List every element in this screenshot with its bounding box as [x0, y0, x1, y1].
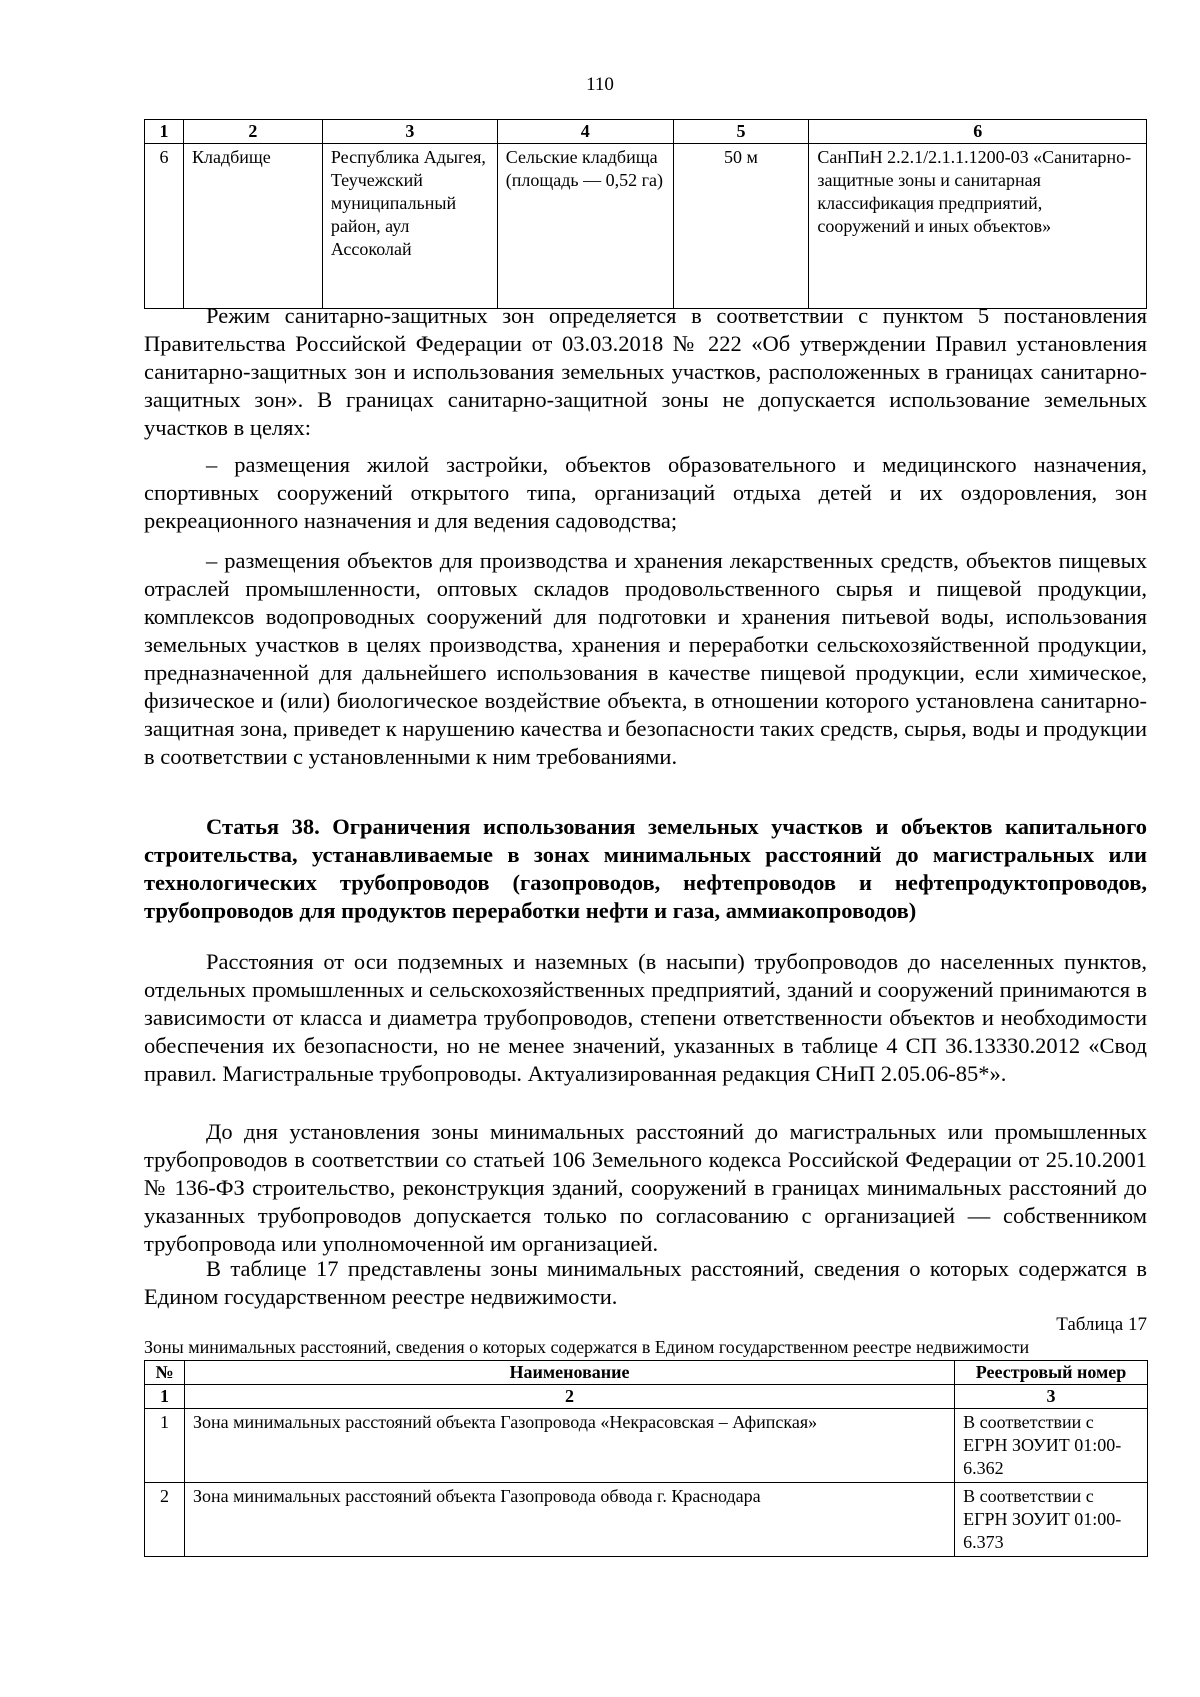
paragraph: [144, 302, 1147, 442]
table-header-row: [145, 120, 1147, 144]
table-caption: Зоны минимальных расстояний, сведения о которых содержатся в Едином государственном реестре недвижимости: [144, 1337, 1030, 1357]
table-label: Таблица 17: [1056, 1314, 1147, 1335]
paragraph-text: – размещения жилой застройки, объектов образовательного и медицинского назначения, спортивных сооружений открытого типа, организаций отдыха детей и их оздоровления, зон рекреационного назначения и для ведения садоводства;: [144, 452, 1147, 533]
column-header: 5: [673, 120, 809, 144]
table-row: [145, 1483, 1148, 1557]
paragraph: [144, 1255, 1147, 1311]
registry-cell: В соответствии с ЕГРН ЗОУИТ 01:00-6.373: [955, 1483, 1148, 1557]
column-header: Наименование: [184, 1361, 954, 1385]
page-number: 110: [586, 74, 614, 95]
name-cell: Зона минимальных расстояний объекта Газопровода обвода г. Краснодара: [184, 1483, 954, 1557]
column-number: 1: [145, 1385, 185, 1409]
paragraph-text: В таблице 17 представлены зоны минимальных расстояний, сведения о которых содержатся в Едином государственном реестре недвижимости.: [144, 1256, 1147, 1309]
table-header-row: [145, 1361, 1148, 1385]
column-number: 2: [184, 1385, 954, 1409]
table-row: [145, 1409, 1148, 1483]
table-row: [145, 144, 1147, 309]
article-heading: [144, 813, 1147, 925]
row-number: 6: [145, 144, 184, 309]
object-cell: Кладбище: [183, 144, 322, 309]
basis-cell: СанПиН 2.2.1/2.1.1.1200-03 «Санитарно-защитные зоны и санитарная классификация предприятий, сооружений и иных объектов»: [809, 144, 1147, 309]
location-cell: Республика Адыгея, Теучежский муниципальный район, аул Ассоколай: [322, 144, 497, 309]
column-header: 4: [497, 120, 673, 144]
heading-text: Статья 38. Ограничения использования земельных участков и объектов капитального строительства, устанавливаемые в зонах минимальных расстояний до магистральных или технологических трубопроводов (газопроводов, нефтепроводов и нефтепродуктопроводов, трубопроводов для продуктов переработки нефти и газа, аммиакопроводов): [144, 814, 1147, 923]
list-item: [144, 451, 1147, 535]
column-header: 3: [322, 120, 497, 144]
row-number: 2: [145, 1483, 185, 1557]
column-number: 3: [955, 1385, 1148, 1409]
paragraph: [144, 1118, 1147, 1258]
column-header: №: [145, 1361, 185, 1385]
paragraph-text: Режим санитарно-защитных зон определяется в соответствии с пунктом 5 постановления Правительства Российской Федерации от 03.03.2018 № 222 «Об утверждении Правил установления санитарно-защитных зон и использования земельных участков, расположенных в границах санитарно-защитных зон». В границах санитарно-защитной зоны не допускается использование земельных участков в целях:: [144, 303, 1147, 440]
row-number: 1: [145, 1409, 185, 1483]
paragraph-text: Расстояния от оси подземных и наземных (в насыпи) трубопроводов до населенных пунктов, отдельных промышленных и сельскохозяйственных предприятий, зданий и сооружений принимаются в зависимости от класса и диаметра трубопроводов, степени ответственности объектов и необходимости обеспечения их безопасности, но не менее значений, указанных в таблице 4 СП 36.13330.2012 «Свод правил. Магистральные трубопроводы. Актуализированная редакция СНиП 2.05.06-85*».: [144, 949, 1147, 1086]
registry-cell: В соответствии с ЕГРН ЗОУИТ 01:00-6.362: [955, 1409, 1148, 1483]
column-header: 1: [145, 120, 184, 144]
paragraph: [144, 948, 1147, 1088]
type-cell: Сельские кладбища (площадь — 0,52 га): [497, 144, 673, 309]
name-cell: Зона минимальных расстояний объекта Газопровода «Некрасовская – Афипская»: [184, 1409, 954, 1483]
zone-table: [144, 119, 1147, 309]
column-header: 2: [183, 120, 322, 144]
column-number-row: [145, 1385, 1148, 1409]
column-header: 6: [809, 120, 1147, 144]
registry-table: [144, 1360, 1148, 1557]
paragraph-text: До дня установления зоны минимальных расстояний до магистральных или промышленных трубопроводов в соответствии со статьей 106 Земельного кодекса Российской Федерации от 25.10.2001 № 136-ФЗ строительство, реконструкция зданий, сооружений в границах минимальных расстояний до указанных трубопроводов допускается только по согласованию с организацией — собственником трубопровода или уполномоченной им организацией.: [144, 1119, 1147, 1256]
distance-cell: 50 м: [673, 144, 809, 309]
column-header: Реестровый номер: [955, 1361, 1148, 1385]
paragraph-text: – размещения объектов для производства и хранения лекарственных средств, объектов пищевых отраслей промышленности, оптовых складов продовольственного сырья и пищевой продукции, комплексов водопроводных сооружений для подготовки и хранения питьевой воды, использования земельных участков в целях производства, хранения и переработки сельскохозяйственной продукции, предназначенной для дальнейшего использования в качестве пищевой продукции, если химическое, физическое и (или) биологическое воздействие объекта, в отношении которого установлена санитарно-защитная зона, приведет к нарушению качества и безопасности таких средств, сырья, воды и продукции в соответствии с установленными к ним требованиями.: [144, 548, 1147, 769]
list-item: [144, 547, 1147, 771]
